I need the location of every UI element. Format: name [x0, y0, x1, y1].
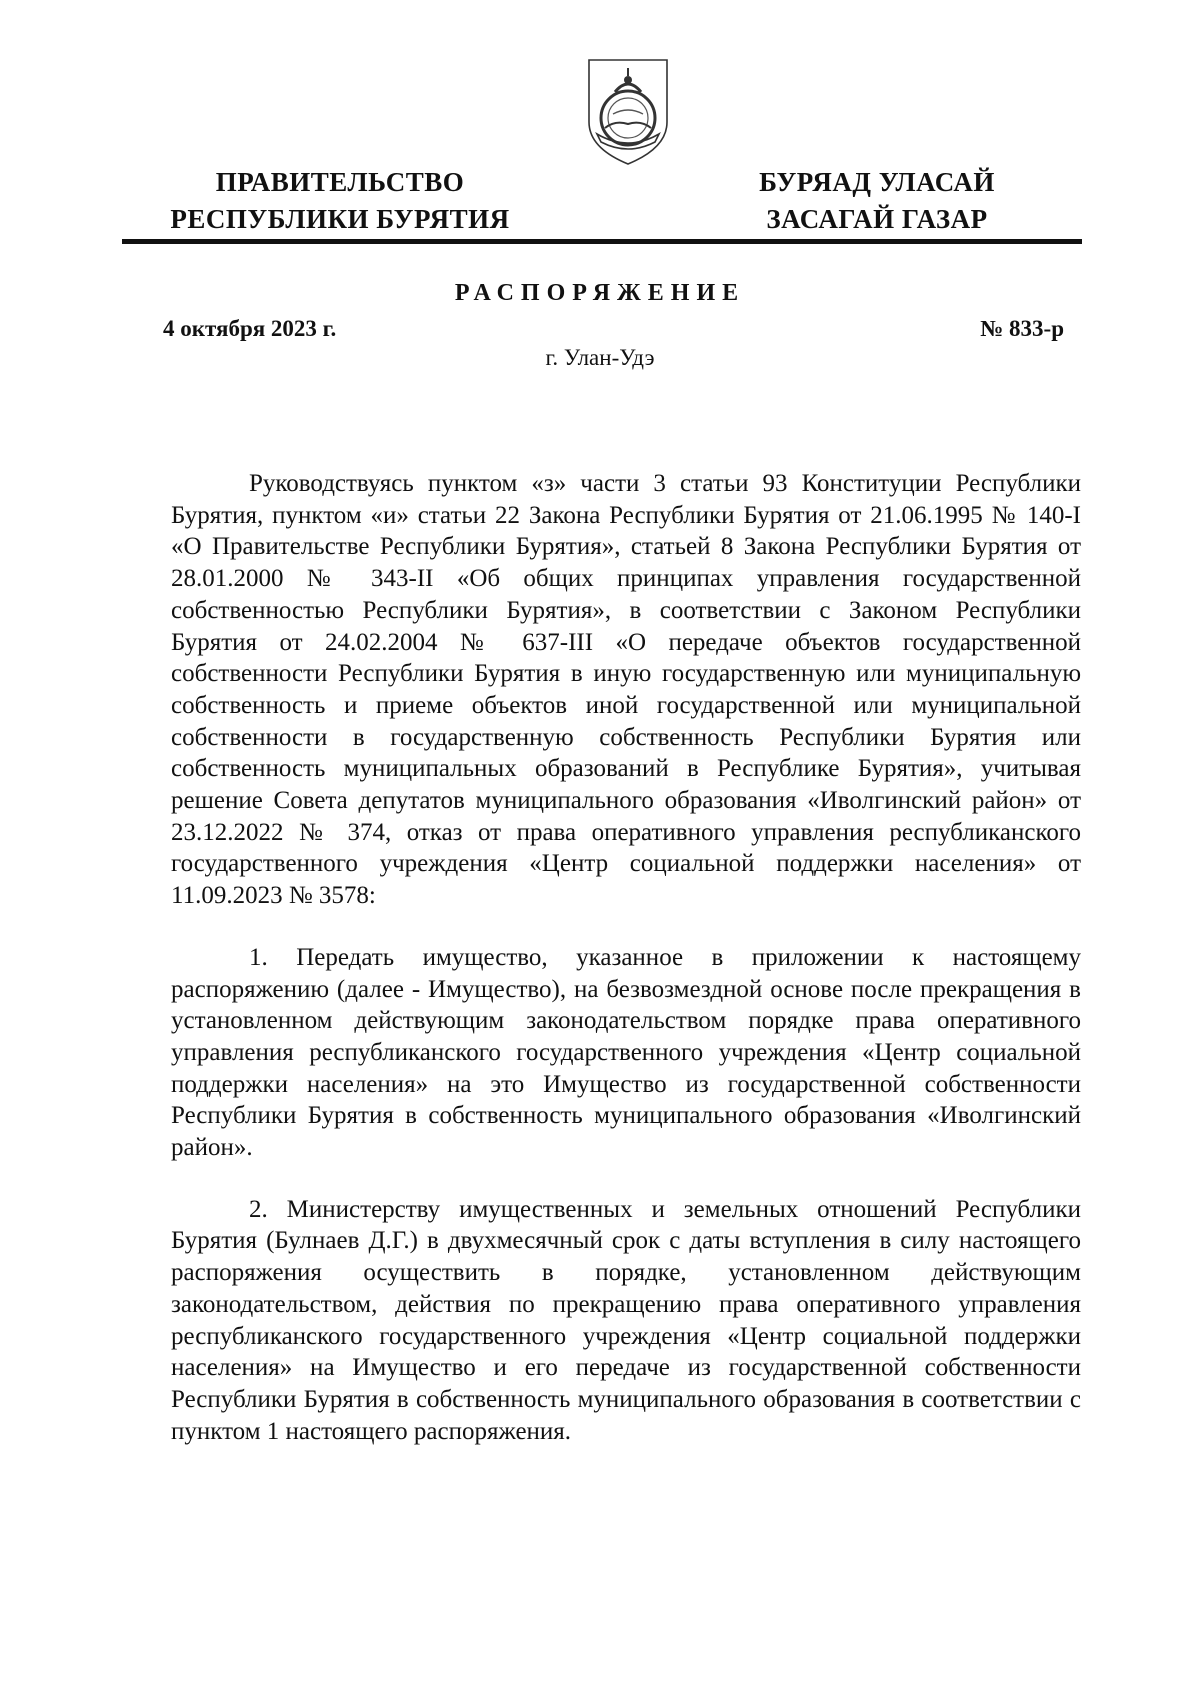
document-title: РАСПОРЯЖЕНИЕ — [454, 280, 746, 306]
document-city: г. Улан-Удэ — [545, 345, 655, 370]
government-name-buryat — [712, 164, 1042, 238]
document-number: № 833-р — [980, 316, 1064, 341]
header-left-line1: ПРАВИТЕЛЬСТВО — [215, 167, 465, 197]
clause-2-paragraph: 2. Министерству имущественных и земельных отношений Республики Бурятия (Булнаев Д.Г.) в двухмесячный срок с даты вступления в силу настоящего распоряжения осуществить в порядке, установленном действующим законодательством, действия по прекращению права оперативного управления республиканского государственного учреждения «Центр социальной поддержки населения» на Имущество и его передаче из государственной собственности Республики Бурятия в собственность муниципального образования в соответствии с пунктом 1 настоящего распоряжения. — [171, 1195, 1081, 1445]
coat-of-arms-icon — [585, 56, 671, 168]
preamble-paragraph: Руководствуясь пунктом «з» части 3 статьи 93 Конституции Республики Бурятия, пунктом «и» статьи 22 Закона Республики Бурятия от 21.06.1995 № 140-I «О Правительстве Республики Бурятия», статьей 8 Закона Республики Бурятия от 28.01.2000 № 343-II «Об общих принципах управления государственной собственностью Республики Бурятия», в соответствии с Законом Республики Бурятия от 24.02.2004 № 637-III «О передаче объектов государственной собственности Республики Бурятия в иную государственную или муниципальную собственность и приеме объектов иной государственной или муниципальной собственности в государственную собственность Республики Бурятия или собственность муниципальных образований в Республике Бурятия», учитывая решение Совета депутатов муниципального образования «Иволгинский район» от 23.12.2022 № 374, отказ от права оперативного управления республиканского государственного учреждения «Центр социальной поддержки населения» от 11.09.2023 № 3578: — [171, 470, 1081, 910]
document-body — [171, 468, 1081, 1477]
clause-1-paragraph: 1. Передать имущество, указанное в приложении к настоящему распоряжению (далее - Имущество), на безвозмездной основе после прекращения в установленном действующим законодательством порядке права оперативного управления республиканского государственного учреждения «Центр социальной поддержки населения» на это Имущество из государственной собственности Республики Бурятия в собственность муниципального образования «Иволгинский район». — [171, 943, 1081, 1162]
header-right-line2: ЗАСАГАЙ ГАЗАР — [766, 204, 988, 234]
header-right-line1: БУРЯАД УЛАСАЙ — [759, 167, 995, 197]
document-date: 4 октября 2023 г. — [163, 316, 337, 341]
header-divider — [122, 239, 1082, 244]
header-left-line2: РЕСПУБЛИКИ БУРЯТИЯ — [170, 204, 510, 234]
government-name-russian — [150, 164, 530, 238]
